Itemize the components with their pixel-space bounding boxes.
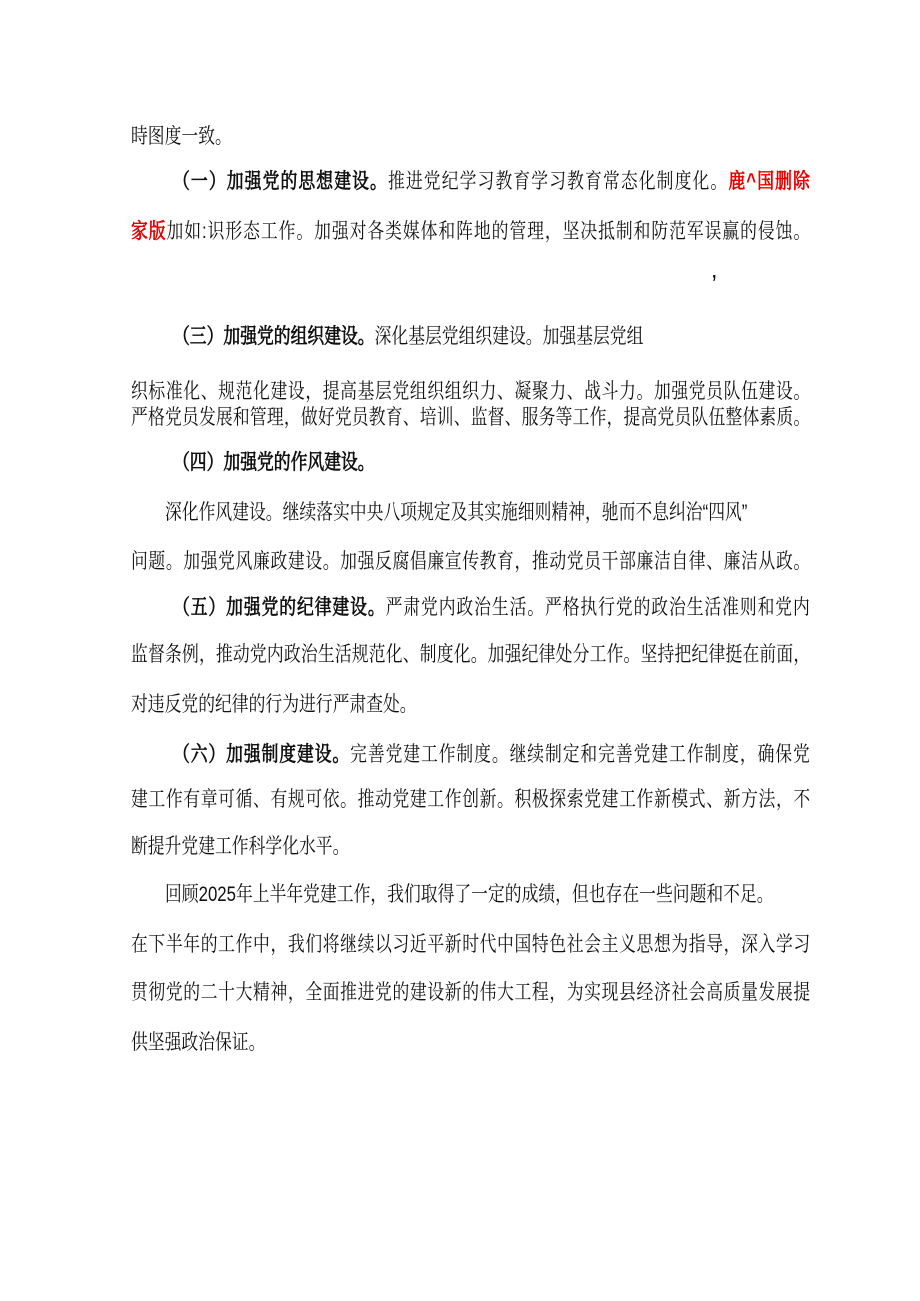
text-line [131, 693, 417, 717]
text-line [173, 596, 810, 620]
text-line [173, 451, 375, 475]
text-segment: 供坚强政治保证。 [131, 1031, 266, 1054]
text-line [131, 1031, 265, 1055]
text-line [165, 883, 774, 907]
text-segment: （五）加强党的纪律建设。 [173, 596, 386, 619]
text-segment: 完善党建工作制度。继续制定和完善党建工作制度，确保党 [350, 743, 810, 766]
text-segment: 织标准化、规范化建设，提高基层党组织组织力、凝聚力、战斗力。加强党员队伍建设。 [131, 380, 811, 403]
text-segment: （三）加强党的组织建设。 [173, 325, 375, 348]
text-segment: 严肃党内政治生活。严格执行党的政治生活准则和党内 [385, 596, 810, 619]
text-segment: ’ [712, 272, 717, 294]
text-segment: 监督条例，推动党内政治生活规范化、制度化。加强纪律处分工作。坚持把纪律挺在前面， [131, 643, 811, 666]
text-segment: 深化基层党组织建设。加强基层党组 [374, 325, 644, 348]
text-line [173, 325, 643, 349]
text-segment: 加如:识形态工作。加强对各类媒体和阵地的管理，坚决抵制和防范军误赢的侵蚀。 [166, 220, 811, 243]
text-line [131, 220, 810, 244]
text-line [131, 788, 810, 812]
text-segment: 時图度一致。 [131, 125, 232, 148]
text-line [131, 550, 810, 574]
text-segment: （六）加强制度建设。 [173, 743, 351, 766]
text-segment: （四）加强党的作风建设。 [173, 451, 375, 474]
text-segment: 回顾2025年上半年党建工作，我们取得了一定的成绩，但也存在一些问题和不足。 [165, 883, 774, 906]
text-line [165, 501, 747, 525]
text-line [173, 743, 810, 767]
text-line [131, 406, 810, 430]
text-segment: 推进党纪学习教育学习教育常态化制度化。 [387, 170, 729, 193]
text-segment: 严格党员发展和管理，做好党员教育、培训、监督、服务等工作，提高党员队伍整体素质。 [131, 406, 811, 429]
text-segment: 在下半年的工作中，我们将继续以习近平新时代中国特色社会主义思想为指导，深入学习 [131, 933, 811, 956]
text-line [131, 981, 810, 1005]
text-segment: 断提升党建工作科学化水平。 [131, 835, 350, 858]
text-segment: 问题。加强党风廉政建设。加强反腐倡廉宣传教育，推动党员干部廉洁自律、廉洁从政。 [131, 550, 811, 573]
text-line [131, 380, 810, 404]
text-line [131, 835, 349, 859]
text-line [131, 933, 810, 957]
text-segment: 深化作风建设。继续落实中央八项规定及其实施细则精神，驰而不息纠治“四风” [165, 501, 748, 524]
text-line [173, 170, 810, 194]
text-segment: 对违反党的纪律的行为进行严肃查处。 [131, 693, 417, 716]
text-segment: 家版 [131, 220, 167, 243]
text-segment: 建工作有章可循、有规可依。推动党建工作创新。积极探索党建工作新模式、新方法，不 [131, 788, 811, 811]
text-line [131, 125, 232, 149]
stray-mark [712, 272, 716, 295]
text-line [131, 643, 810, 667]
text-segment: 鹿^国删除 [728, 170, 810, 193]
text-segment: 贯彻党的二十大精神，全面推进党的建设新的伟大工程，为实现县经济社会高质量发展提 [131, 981, 811, 1004]
text-segment: （一）加强党的思想建设。 [173, 170, 388, 193]
